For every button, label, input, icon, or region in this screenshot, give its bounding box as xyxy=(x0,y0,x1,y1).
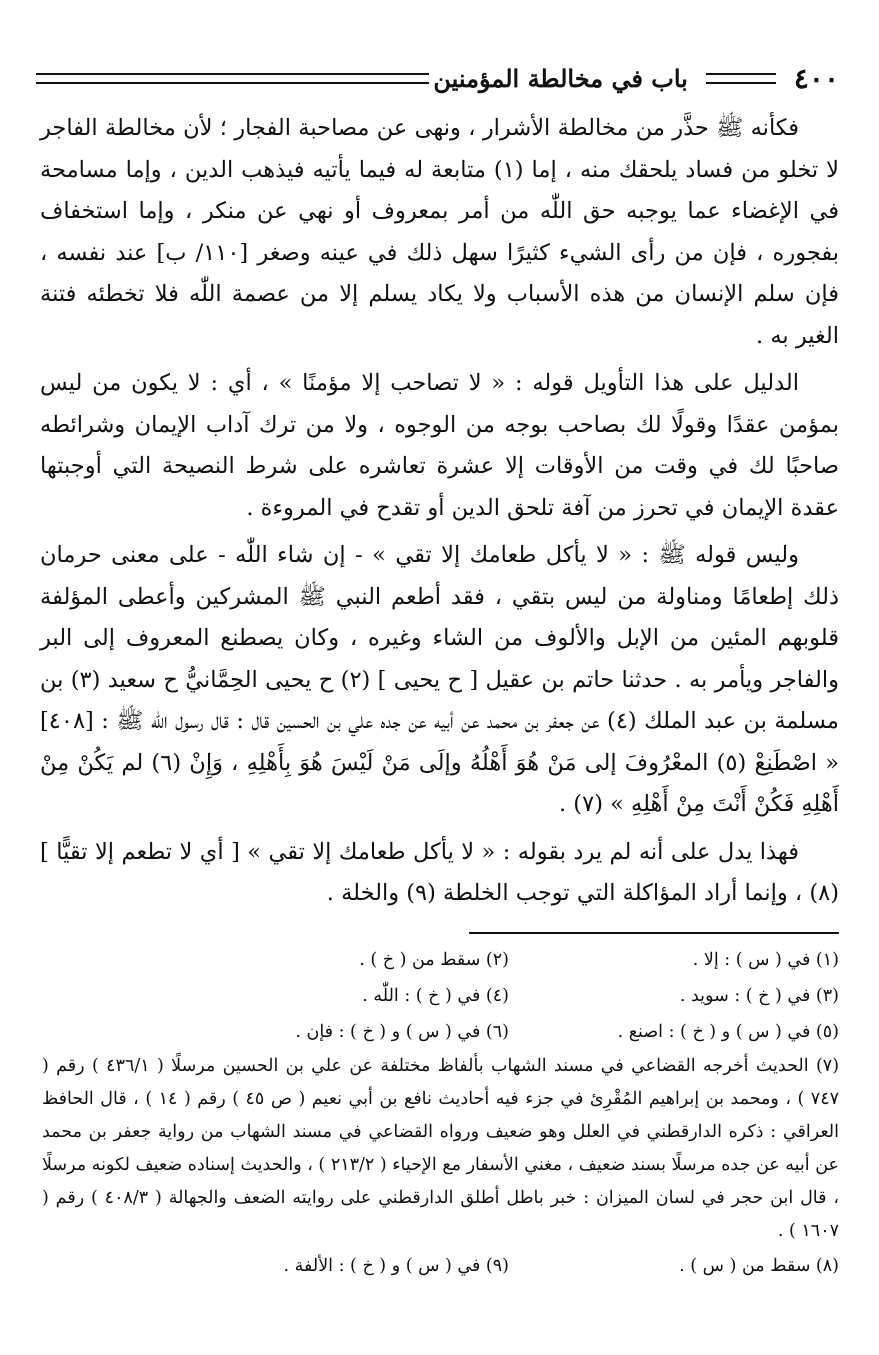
footnote: (١) في ( س ) : إلا . xyxy=(692,950,839,970)
footnote-row xyxy=(42,978,839,1014)
footnote: (٣) في ( خ ) : سويد . xyxy=(679,986,839,1006)
paragraph: فهذا يدل على أنه لم يرد بقوله : « لا يأكل طعامك إلا تقي » [ أي لا تطعم إلا تقيًّا ] (٨) ، وإنما أراد المؤاكلة التي توجب الخلطة (٩) والخلة . xyxy=(40,838,839,906)
main-text xyxy=(40,108,839,921)
paragraph: الدليل على هذا التأويل قوله : « لا تصاحب إلا مؤمنًا » ، أي : لا يكون من ليس بمؤمن عقدًا وقولًا لك بصاحب بوجه من الوجوه ، ولا من ترك آداب الإيمان وشرائطه صاحبًا لك في وقت من الأوقات إلا عشرة تعاشره على شرط النصيحة التي أوجبتها عقدة الإيمان في تحرز من آفة تلحق الدين أو تقدح في المروءة . xyxy=(40,370,839,521)
paragraph: وليس قوله ﷺ : « لا يأكل طعامك إلا تقي » - إن شاء اللّٰه - على معنى حرمان ذلك إطعامًا ومناولة من ليس بتقي ، فقد أطعم النبي ﷺ المشركين وأعطى المؤلفة قلوبهم المئين من الإبل والألوف من الشاء وغيره ، وكان يصطنع المعروف إلى البر والفاجر ويأمر به . حدثنا حاتم بن عقيل [ ح يحيى ] (٢) ح يحيى الحِمَّانيُّ ح سعيد (٣) بن مسلمة بن عبد الملك (٤) عن جعفر بن محمد عن أبيه عن جده علي بن الحسين قال : قال رسول اللّٰه ﷺ : [٤٠٨] « اصْطَنِعْ (٥) المعْرُوفَ إلى مَنْ هُوَ أَهْلُهُ وإلَى مَنْ لَيْسَ هُوَ بِأَهْلِهِ ، وَإِنْ (٦) لم يَكُنْ مِنْ أَهْلِهِ فَكُنْ أَنْتَ مِنْ أَهْلِهِ » (٧) . xyxy=(40,542,839,817)
page-header xyxy=(32,58,839,98)
footnote: (٩) في ( س ) و ( خ ) : الألفة . xyxy=(283,1256,509,1276)
footnote-row xyxy=(42,1014,839,1050)
footnote: (٨) سقط من ( س ) . xyxy=(679,1256,839,1276)
footnote: (٤) في ( خ ) : اللّٰه . xyxy=(362,986,509,1006)
footnotes xyxy=(42,942,839,1284)
header-rule xyxy=(706,73,776,84)
page-number: ٤٠٠ xyxy=(793,61,839,95)
footnote: (٦) في ( س ) و ( خ ) : فإن . xyxy=(295,1022,509,1042)
footnote-row xyxy=(42,1248,839,1284)
header-rule-long xyxy=(36,73,429,84)
footnote-separator xyxy=(469,932,839,934)
footnote: (٥) في ( س ) و ( خ ) : اصنع . xyxy=(617,1022,839,1042)
footnote: (٢) سقط من ( خ ) . xyxy=(359,950,509,970)
footnote-row xyxy=(42,942,839,978)
paragraph: فكأنه ﷺ حذَّر من مخالطة الأشرار ، ونهى عن مصاحبة الفجار ؛ لأن مخالطة الفاجر لا تخلو من فساد يلحقك منه ، إما (١) متابعة له فيما يأتيه فيذهب الدين ، وإما مسامحة في الإغضاء عما يوجبه حق اللّٰه من أمر بمعروف أو نهي عن منكر ، وإما استخفاف بفجوره ، فإن من رأى الشيء كثيرًا سهل ذلك في عينه وصغر [١١٠/ ب] عند نفسه ، فإن سلم الإنسان من هذه الأسباب ولا يكاد يسلم إلا من عصمة اللّٰه فلا تخطئه فتنة الغير به . xyxy=(40,115,839,349)
footnote-long: (٧) الحديث أخرجه القضاعي في مسند الشهاب بألفاظ مختلفة عن علي بن الحسين مرسلًا ( ٤٣٦/١ ) رقم ( ٧٤٧ ) ، ومحمد بن إبراهيم المُقْرِئ في جزء فيه أحاديث نافع بن أبي نعيم ( ص ٤٥ ) رقم ( ١٤ ) ، قال الحافظ العراقي : ذكره الدارقطني في العلل وهو ضعيف ورواه القضاعي في مسند الشهاب من رواية جعفر بن محمد عن أبيه عن جده مرسلًا بسند ضعيف ، مغني الأسفار مع الإحياء ( ٢١٣/٢ ) ، والحديث إسناده ضعيف لكونه مرسلًا ، قال ابن حجر في لسان الميزان : خبر باطل أطلق الدارقطني على روايته الضعف والجهالة ( ٤٠٨/٣ ) رقم ( ١٦٠٧ ) . xyxy=(41,1056,840,1241)
running-title: باب في مخالطة المؤمنين xyxy=(433,63,688,93)
